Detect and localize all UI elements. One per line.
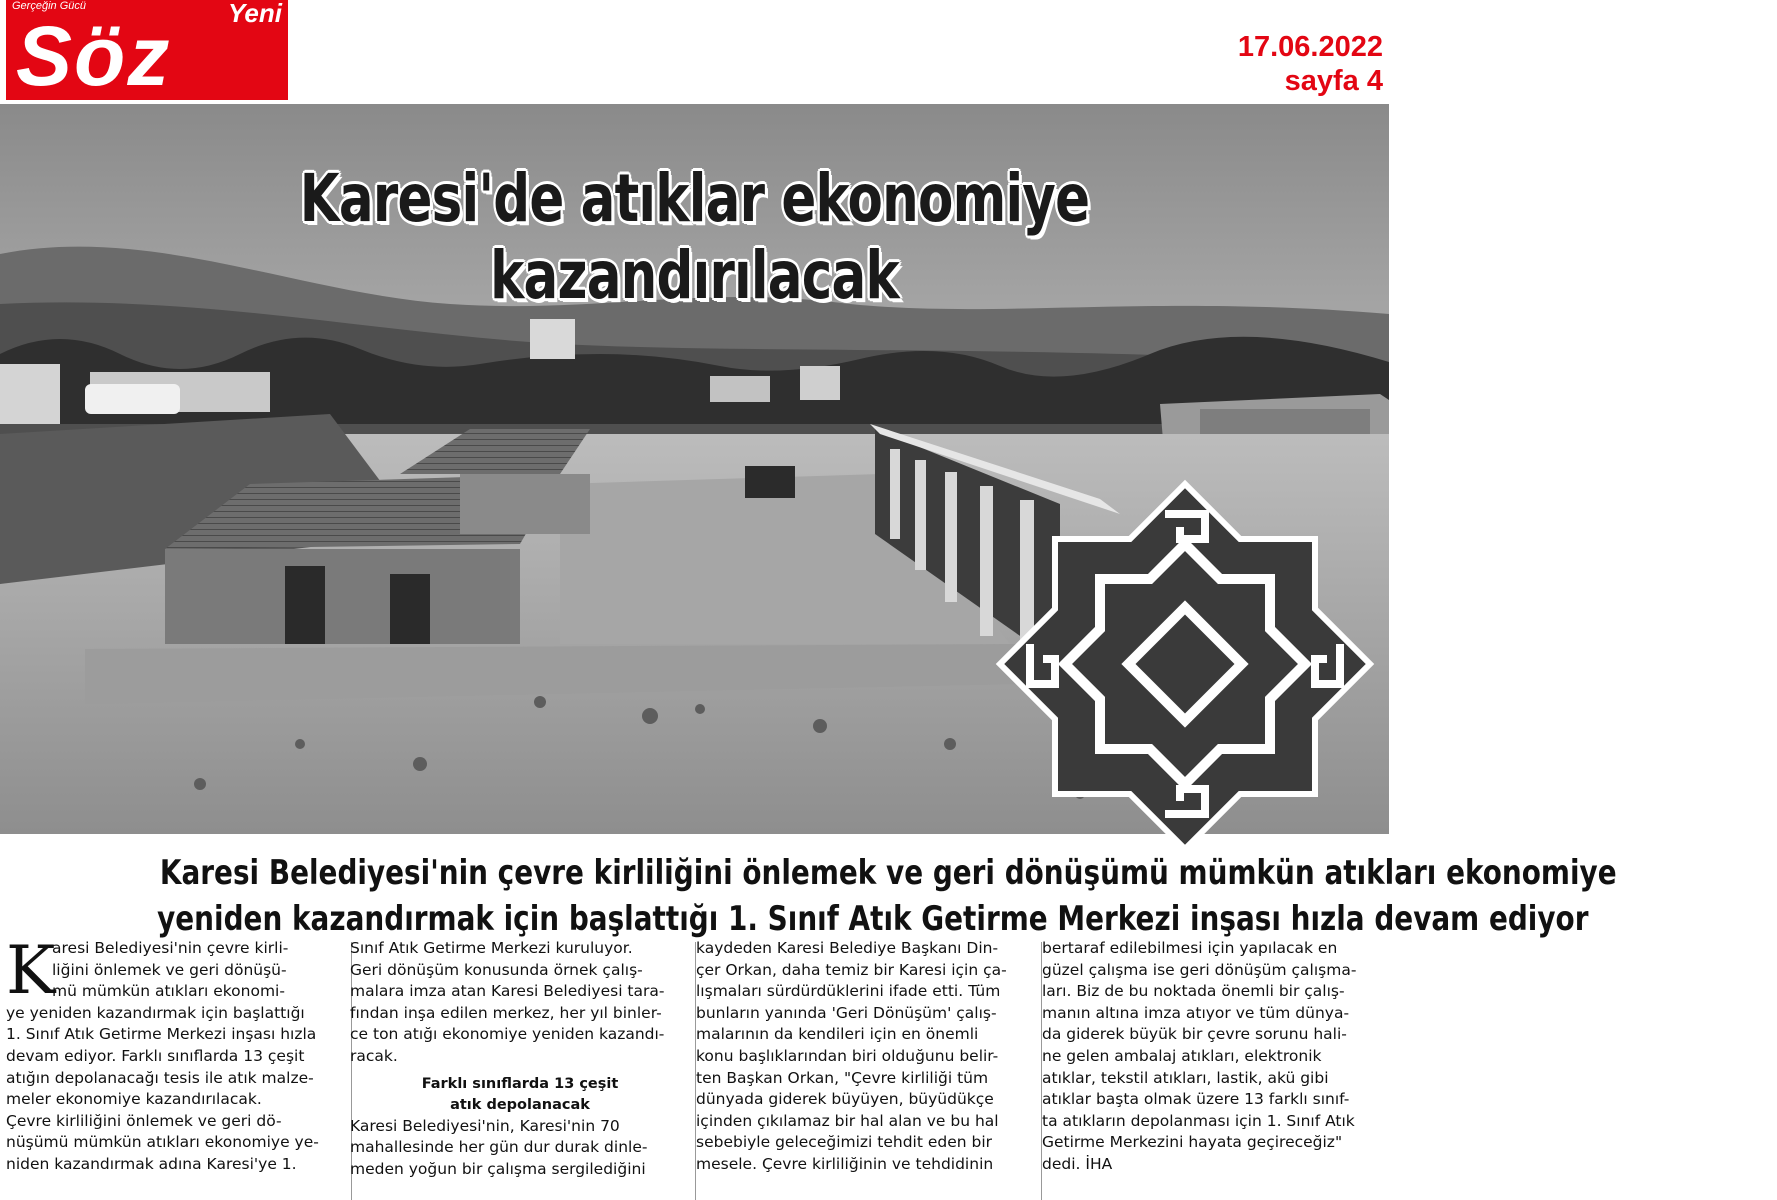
body-line: lışmaları sürdürdüklerini ifade etti. Tüm: [696, 982, 1001, 1001]
body-line: kaydeden Karesi Belediye Başkanı Din-: [696, 939, 999, 957]
body-line: atığın depolanacağı tesis ile atık malze-: [6, 1068, 314, 1087]
body-line: ları. Biz de bu noktada önemli bir çalış-: [1042, 982, 1345, 1001]
body-line: ten Başkan Orkan, "Çevre kirliliği tüm: [696, 1068, 989, 1087]
body-line: ne gelen ambalaj atıkları, elektronik: [1042, 1046, 1322, 1065]
body-line: ce ton atığı ekonomiye yeniden kazandı-: [350, 1025, 665, 1044]
subheadline-line-2: yeniden kazandırmak için başlattığı 1. Sınıf Atık Getirme Merkezi inşası hızla devam ediyor: [157, 899, 1589, 939]
body-line: Getirme Merkezini hayata geçireceğiz": [1042, 1133, 1343, 1152]
logo-tagline: Gerçeğin Gücü: [12, 0, 86, 12]
body-line: dünyada giderek büyüyen, büyüdükçe: [696, 1090, 994, 1109]
body-line: niden kazandırmak adına Karesi'ye 1.: [6, 1154, 297, 1173]
article-column-4: [1042, 938, 1382, 1200]
karesi-municipality-logo: [1000, 484, 1370, 849]
body-line: konu başlıklarından biri olduğunu belir-: [696, 1046, 999, 1065]
section-subhead: [350, 1074, 690, 1116]
body-line: sebebiyle geleceğimizi tehdit eden bir: [696, 1133, 993, 1152]
body-line: dedi. İHA: [1042, 1154, 1113, 1173]
issue-date: 17.06.2022: [1237, 31, 1383, 63]
body-line: manın altına imza atıyor ve tüm dünya-: [1042, 1003, 1350, 1022]
article-column-1: [6, 932, 346, 1200]
body-line: Çevre kirliliğini önlemek ve geri dö-: [6, 1111, 282, 1130]
body-line: aresi Belediyesi'nin çevre kirli-: [52, 939, 289, 957]
body-line: Sınıf Atık Getirme Merkezi kuruluyor.: [350, 939, 633, 957]
body-line: Geri dönüşüm konusunda örnek çalış-: [350, 960, 643, 979]
drop-cap: K: [6, 932, 56, 1009]
body-line: meden yoğun bir çalışma sergilediğini: [350, 1159, 646, 1178]
body-line: içinden çıkılamaz bir hal alan ve bu hal: [696, 1111, 999, 1130]
body-line: bertaraf edilebilmesi için yapılacak en: [1042, 939, 1338, 957]
article-headline: Karesi'de atıklar ekonomiye kazandırılacak: [299, 160, 1090, 314]
body-line: 1. Sınıf Atık Getirme Merkezi inşası hızla: [6, 1025, 317, 1044]
article-column-3: [696, 938, 1036, 1200]
subhead-line-1: Farklı sınıflarda 13 çeşit: [421, 1075, 619, 1092]
body-line: ye yeniden kazandırmak için başlattığı: [6, 1003, 305, 1022]
body-line: devam ediyor. Farklı sınıflarda 13 çeşit: [6, 1046, 305, 1065]
logo-soz: Söz: [16, 9, 172, 103]
logo-yeni: Yeni: [228, 0, 282, 28]
body-line: mahallesinde her gün dur durak dinle-: [350, 1138, 648, 1157]
issue-meta: [1238, 30, 1383, 98]
body-line: malara imza atan Karesi Belediyesi tara-: [350, 982, 665, 1001]
body-line: nüşümü mümkün atıkları ekonomiye ye-: [6, 1133, 319, 1152]
body-line: bunların yanında 'Geri Dönüşüm' çalış-: [696, 1003, 997, 1022]
body-line: çer Orkan, daha temiz bir Karesi için ça-: [696, 960, 1007, 979]
body-line: malarının da kendileri için en önemli: [696, 1025, 979, 1044]
body-line: meler ekonomiye kazandırılacak.: [6, 1090, 262, 1109]
body-line: atıklar, tekstil atıkları, lastik, akü gibi: [1042, 1068, 1329, 1087]
newspaper-logo: [6, 0, 288, 103]
body-line: atıklar başta olmak üzere 13 farklı sınıf-: [1042, 1090, 1350, 1109]
subheadline-line-1: Karesi Belediyesi'nin çevre kirliliğini önlemek ve geri dönüşümü mümkün atıkları ekonomiye: [159, 853, 1617, 893]
page-number: sayfa 4: [1284, 65, 1383, 97]
body-line: liğini önlemek ve geri dönüşü-: [52, 960, 287, 979]
body-line: fından inşa edilen merkez, her yıl binler-: [350, 1003, 662, 1022]
body-line: ta atıkların depolanması için 1. Sınıf Atık: [1042, 1111, 1355, 1130]
body-line: mü mümkün atıkları ekonomi-: [52, 982, 285, 1001]
body-line: racak.: [350, 1046, 398, 1065]
subhead-line-2: atık depolanacak: [450, 1096, 590, 1113]
article-column-2: [350, 938, 690, 1200]
body-line: Karesi Belediyesi'nin, Karesi'nin 70: [350, 1116, 620, 1135]
body-line: mesele. Çevre kirliliğinin ve tehdidinin: [696, 1154, 994, 1173]
article-subheadline: [0, 850, 1617, 942]
body-line: güzel çalışma ise geri dönüşüm çalışma-: [1042, 960, 1357, 979]
body-line: da giderek büyük bir çevre sorunu hali-: [1042, 1025, 1347, 1044]
article-body: [0, 932, 1389, 1200]
